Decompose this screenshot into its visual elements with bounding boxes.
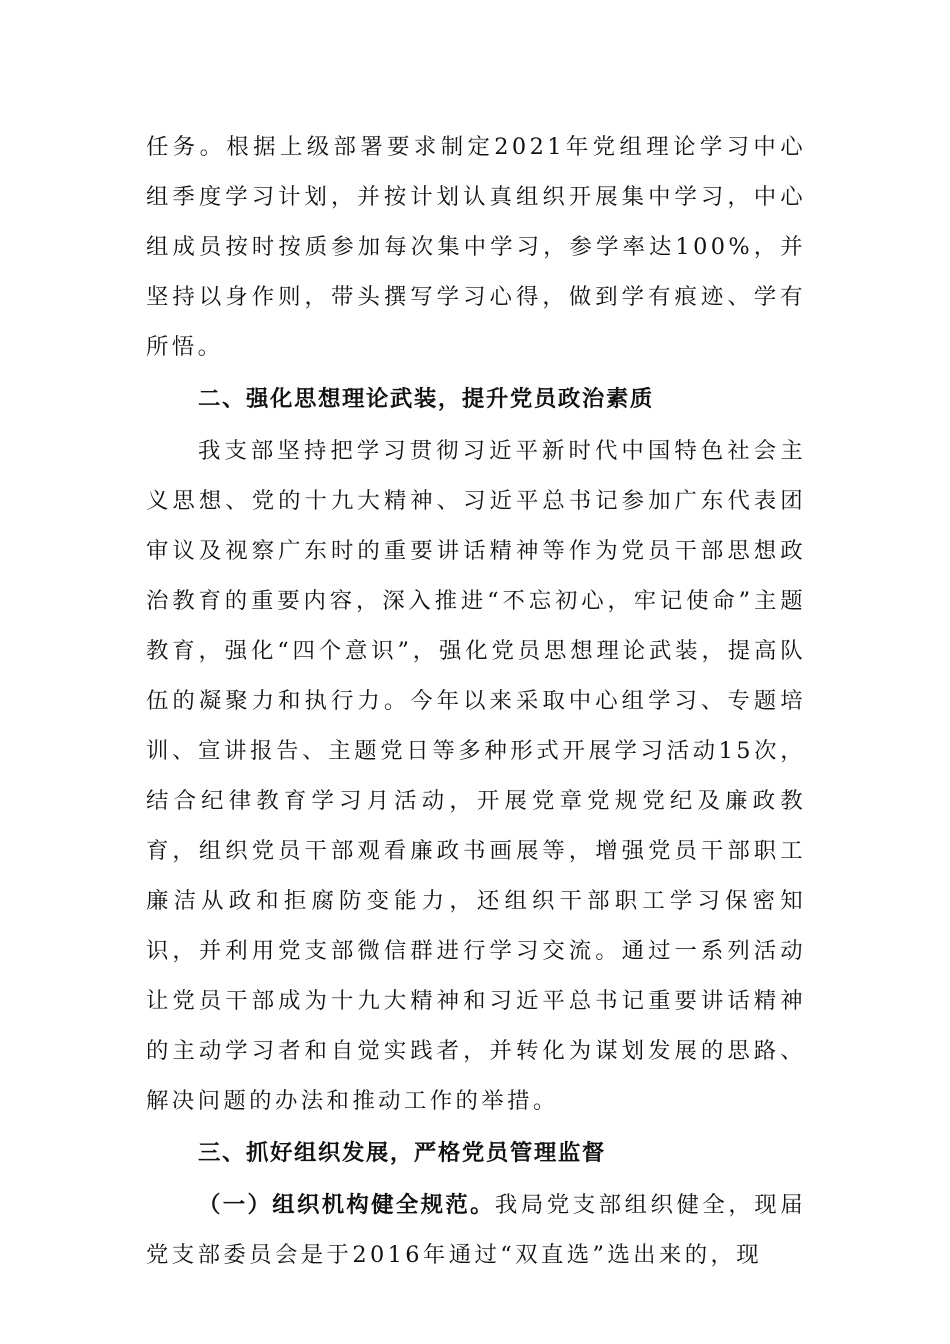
paragraph-section-3: [146, 1180, 806, 1280]
section-heading-2: 二、强化思想理论武装，提升党员政治素质: [198, 386, 654, 412]
subsection-heading: （一）组织机构健全规范。: [198, 1192, 495, 1218]
document-page: [146, 122, 806, 1280]
paragraph-continued: 任务。根据上级部署要求制定2021年党组理论学习中心组季度学习计划，并按计划认真组织开展集中学习，中心组成员按时按质参加每次集中学习，参学率达100%，并坚持以身作则，带头撰写学习心得，做到学有痕迹、学有所悟。: [146, 134, 806, 360]
subsection-text: 我局党支部组织健全，现届党支部委员会是于2016年通过“双直选”选出来的，现: [146, 1192, 806, 1268]
section-heading-3: 三、抓好组织发展，严格党员管理监督: [198, 1140, 606, 1166]
paragraph-section-2: 我支部坚持把学习贯彻习近平新时代中国特色社会主义思想、党的十九大精神、习近平总书记参加广东代表团审议及视察广东时的重要讲话精神等作为党员干部思想政治教育的重要内容，深入推进“不忘初心，牢记使命”主题教育，强化“四个意识”，强化党员思想理论武装，提高队伍的凝聚力和执行力。今年以来采取中心组学习、专题培训、宣讲报告、主题党日等多种形式开展学习活动15次，结合纪律教育学习月活动，开展党章党规党纪及廉政教育，组织党员干部观看廉政书画展等，增强党员干部职工廉洁从政和拒腐防变能力，还组织干部职工学习保密知识，并利用党支部微信群进行学习交流。通过一系列活动让党员干部成为十九大精神和习近平总书记重要讲话精神的主动学习者和自觉实践者，并转化为谋划发展的思路、解决问题的办法和推动工作的举措。: [146, 438, 806, 1114]
